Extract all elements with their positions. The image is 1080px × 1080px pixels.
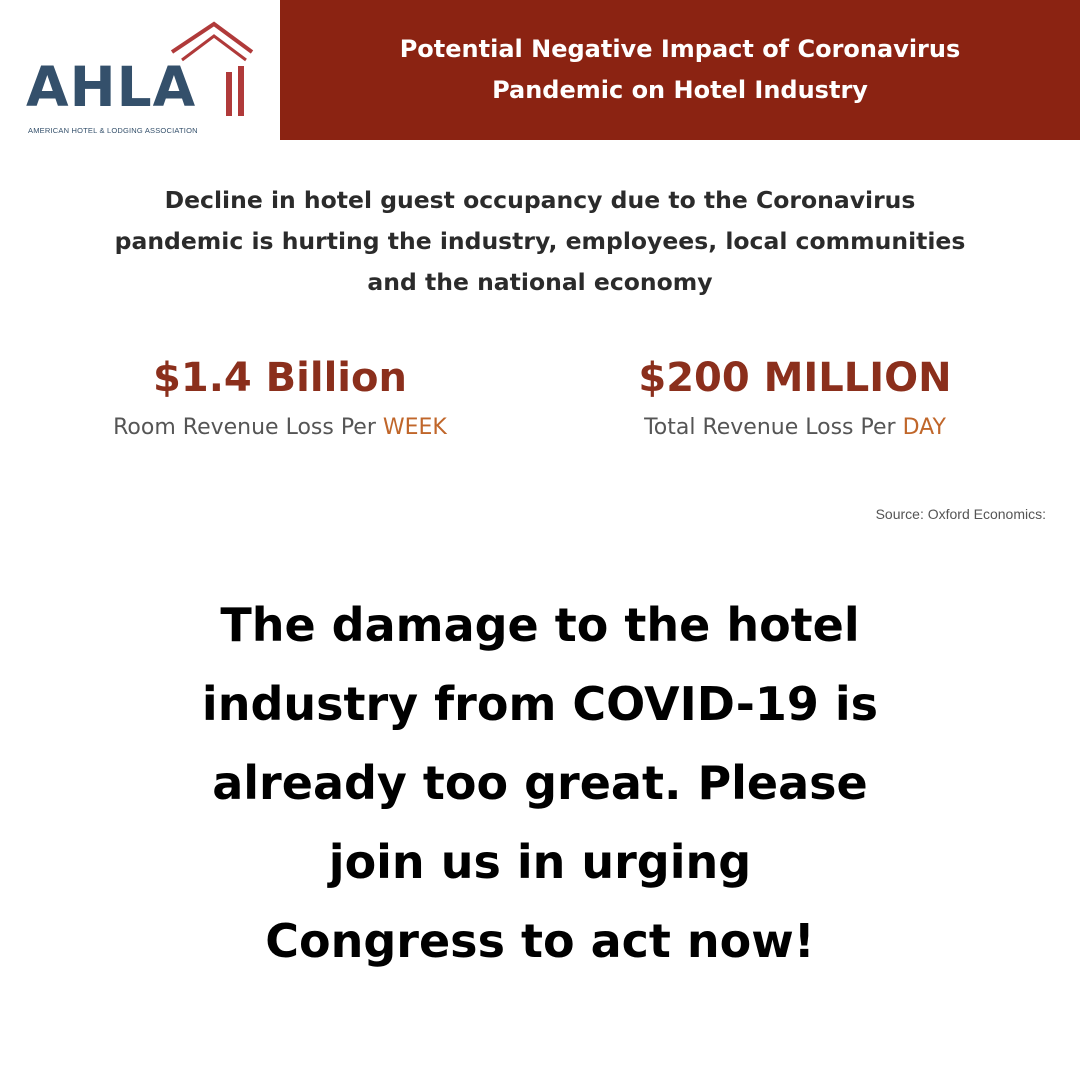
cta-line-2: industry from COVID-19 is (201, 677, 879, 731)
stat-label-highlight: DAY (902, 415, 946, 440)
stat-label (570, 408, 1020, 448)
stat-label-text: Total Revenue Loss Per (644, 415, 903, 440)
stat-value: $1.4 Billion (153, 355, 407, 401)
header-banner (280, 0, 1080, 140)
stat-label-highlight: WEEK (382, 415, 447, 440)
stat-weekly-loss (60, 348, 500, 448)
banner-title-line-2: Pandemic on Hotel Industry (492, 76, 868, 104)
stat-daily-loss (570, 348, 1020, 448)
description-line-1: Decline in hotel guest occupancy due to the Coronavirus (164, 186, 916, 214)
description (40, 180, 1040, 303)
cta-line-5: Congress to act now! (265, 914, 815, 968)
description-line-2: pandemic is hurting the industry, employees, local communities (114, 227, 966, 255)
cta-line-4: join us in urging (328, 835, 752, 889)
description-line-3: and the national economy (367, 268, 713, 296)
logo-letters: AHLA (26, 55, 197, 119)
banner-title-line-1: Potential Negative Impact of Coronavirus (399, 35, 961, 63)
ahla-logo (0, 0, 278, 140)
logo-subtitle: AMERICAN HOTEL & LODGING ASSOCIATION (28, 126, 198, 135)
cta-line-3: already too great. Please (212, 756, 868, 810)
stat-label (60, 408, 500, 448)
stat-label-text: Room Revenue Loss Per (113, 415, 383, 440)
cta-line-1: The damage to the hotel (220, 598, 860, 652)
call-to-action (40, 586, 1040, 981)
stat-value: $200 MILLION (638, 355, 952, 401)
source-note: Source: Oxford Economics: (875, 506, 1046, 522)
